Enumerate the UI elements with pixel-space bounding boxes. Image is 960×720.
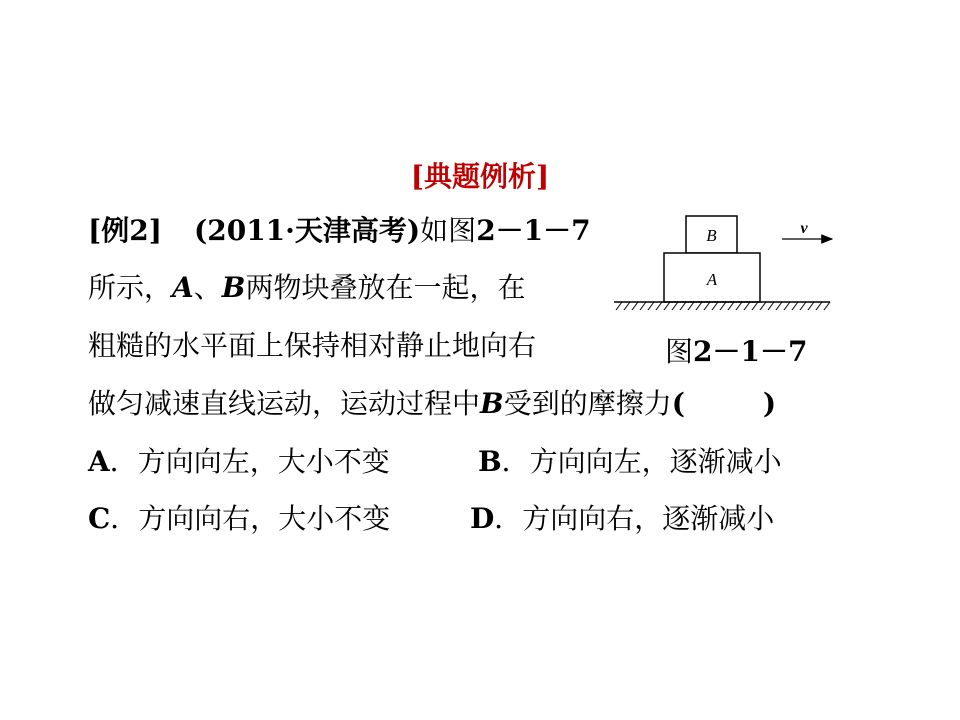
option-b-letter: B xyxy=(478,445,502,478)
option-a-text: ．方向向左，大小不变 xyxy=(109,445,390,478)
answer-paren: ( ) xyxy=(671,387,777,420)
example-tag: [例2] xyxy=(88,214,162,247)
block-b-label: B xyxy=(706,226,717,245)
problem-line-1 xyxy=(88,215,591,247)
figure-ref: 2－1－7 xyxy=(476,214,591,247)
problem-line-2 xyxy=(88,272,525,304)
problem-text-1: 如图 xyxy=(420,214,477,247)
block-a-label: A xyxy=(706,270,718,289)
figure-caption-prefix: 图 xyxy=(665,335,694,368)
option-c-letter: C xyxy=(88,502,111,535)
option-d xyxy=(470,503,774,535)
option-c-text: ．方向向右，大小不变 xyxy=(110,502,391,535)
option-c xyxy=(88,503,390,535)
label-a: A xyxy=(172,271,194,304)
option-d-letter: D xyxy=(470,502,495,535)
problem-text-2b: 两物块叠放在一起，在 xyxy=(245,271,526,304)
problem-text-4a: 做匀减速直线运动，运动过程中 xyxy=(88,387,481,420)
problem-text-2a: 所示， xyxy=(88,271,173,304)
option-b-text: ．方向向左，逐渐减小 xyxy=(501,445,782,478)
blocks-figure xyxy=(612,212,836,317)
label-b: B xyxy=(221,271,246,304)
option-d-text: ．方向向右，逐渐减小 xyxy=(494,502,775,535)
problem-line-3: 粗糙的水平面上保持相对静止地向右 xyxy=(88,329,537,362)
separator: 、 xyxy=(193,271,222,304)
velocity-label: v xyxy=(800,220,808,237)
section-heading: [典题例析] xyxy=(410,160,550,193)
figure-caption-number: 2－1－7 xyxy=(693,335,808,368)
option-b xyxy=(478,446,782,478)
problem-source: (2011·天津高考) xyxy=(193,214,421,247)
problem-text-4b: 受到的摩擦力 xyxy=(503,387,672,420)
figure-caption xyxy=(665,330,807,370)
label-b-2: B xyxy=(480,387,504,420)
option-a xyxy=(88,446,390,478)
option-a-letter: A xyxy=(88,445,110,478)
problem-line-4 xyxy=(88,388,776,420)
ground-hatching xyxy=(616,302,830,310)
